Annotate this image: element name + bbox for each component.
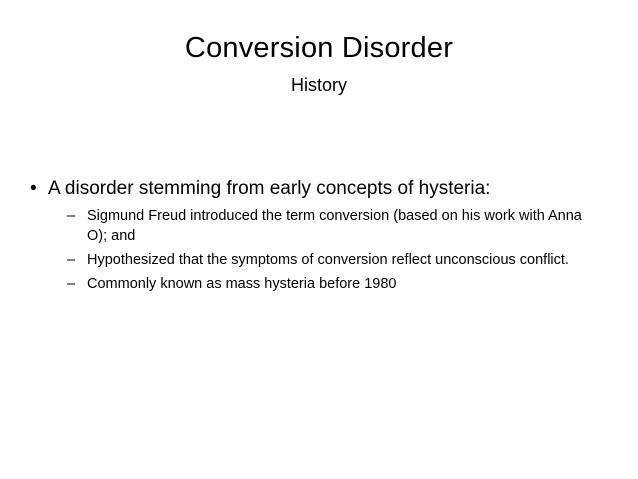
sub-bullet-text: Hypothesized that the symptoms of conversion reflect unconscious conflict.	[87, 252, 569, 268]
slide-body	[30, 176, 610, 298]
slide-subtitle	[0, 73, 638, 97]
dash-marker: –	[67, 252, 76, 268]
sub-bullet-item	[67, 274, 587, 294]
dash-marker: –	[67, 276, 76, 292]
sub-bullet-list	[67, 206, 587, 294]
bullet-text: A disorder stemming from early concepts of hysteria:	[48, 178, 491, 199]
dash-marker: –	[67, 208, 76, 224]
bullet-item	[30, 176, 610, 202]
sub-bullet-text: Commonly known as mass hysteria before 1980	[87, 276, 397, 292]
sub-bullet-item	[67, 206, 587, 246]
bullet-marker: •	[30, 178, 37, 199]
slide-title: Conversion Disorder	[184, 32, 454, 64]
slide-subtitle-text: History	[290, 75, 347, 95]
sub-bullet-item	[67, 250, 587, 270]
sub-bullet-text: Sigmund Freud introduced the term conversion (based on his work with Anna O); and	[87, 208, 582, 244]
